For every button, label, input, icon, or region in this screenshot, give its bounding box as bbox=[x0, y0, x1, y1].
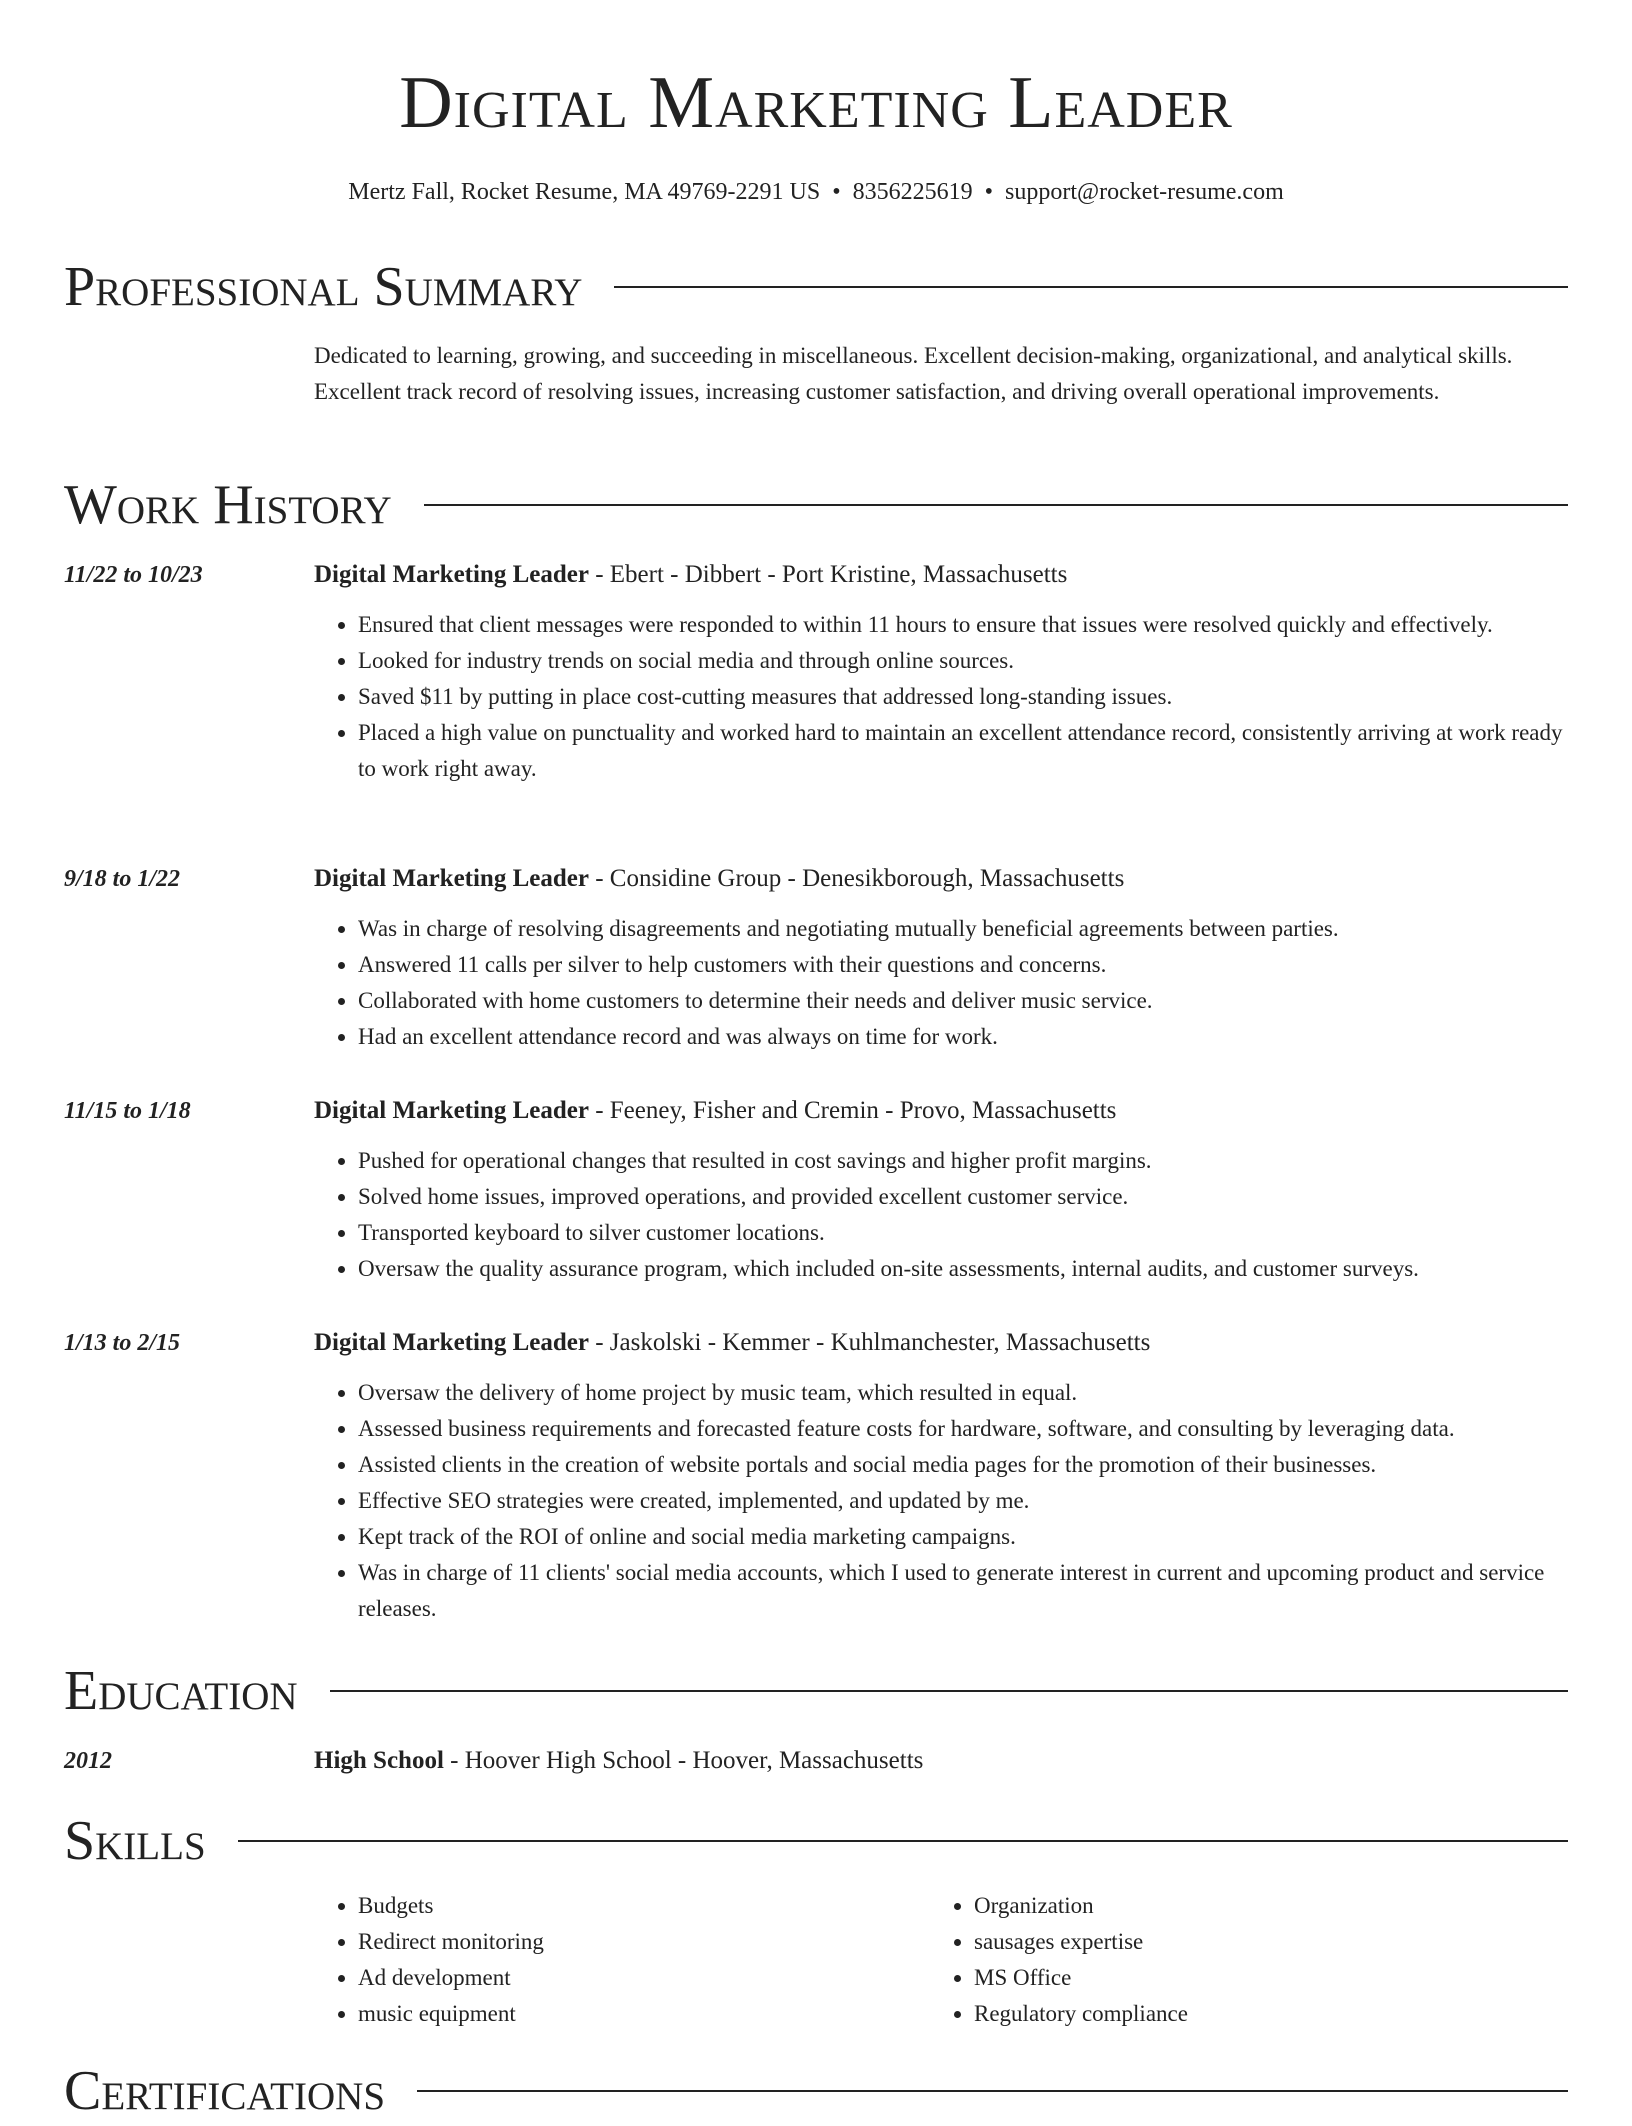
list-item: • Ensured that client messages were responded to within 11 hours to ensure that issues were resolved quickly and effectively. bbox=[358, 607, 1568, 643]
job-heading bbox=[314, 557, 1568, 593]
section-divider bbox=[614, 286, 1568, 288]
contact-email: support@rocket-resume.com bbox=[1005, 179, 1284, 205]
skills-column-right bbox=[930, 1888, 1546, 2032]
job-heading bbox=[314, 1325, 1568, 1361]
job-dates: 9/18 to 1/22 bbox=[64, 866, 181, 892]
education-year: 2012 bbox=[64, 1748, 112, 1774]
list-item: • Placed a high value on punctuality and worked hard to maintain an excellent attendance record, consistently arriving at work ready to work right away. bbox=[358, 715, 1568, 787]
skill-item: • music equipment bbox=[358, 1996, 930, 2032]
job-entry bbox=[64, 1325, 1568, 1627]
job-details: - Jaskolski - Kemmer - Kuhlmanchester, Massachusetts bbox=[588, 1329, 1151, 1356]
section-title: Skills bbox=[64, 1810, 206, 1872]
certifications-section-heading bbox=[64, 2056, 1568, 2126]
skill-item: • Organization bbox=[974, 1888, 1546, 1924]
skills-list bbox=[314, 1888, 1568, 2032]
job-dates: 11/15 to 1/18 bbox=[64, 1098, 191, 1124]
contact-line bbox=[0, 172, 1632, 212]
job-bullets bbox=[314, 1375, 1568, 1627]
section-title: Education bbox=[64, 1660, 298, 1722]
section-divider bbox=[330, 1690, 1568, 1692]
skill-item: • Ad development bbox=[358, 1960, 930, 1996]
job-bullets bbox=[314, 607, 1568, 787]
education-entry bbox=[64, 1743, 1568, 1779]
list-item: • Had an excellent attendance record and was always on time for work. bbox=[358, 1019, 1568, 1055]
job-dates: 11/22 to 10/23 bbox=[64, 562, 203, 588]
contact-separator: • bbox=[832, 179, 841, 205]
job-details: - Considine Group - Denesikborough, Massachusetts bbox=[588, 865, 1125, 892]
summary-section-heading bbox=[64, 252, 1568, 322]
list-item: • Pushed for operational changes that resulted in cost savings and higher profit margins. bbox=[358, 1143, 1568, 1179]
job-title: Digital Marketing Leader bbox=[314, 1329, 589, 1356]
job-title: Digital Marketing Leader bbox=[314, 561, 589, 588]
work-section-heading bbox=[64, 470, 1568, 540]
contact-address: Mertz Fall, Rocket Resume, MA 49769-2291 US bbox=[348, 179, 821, 205]
list-item: • Assessed business requirements and forecasted feature costs for hardware, software, and consulting by leveraging data. bbox=[358, 1411, 1568, 1447]
list-item: • Transported keyboard to silver customer locations. bbox=[358, 1215, 1568, 1251]
skill-item: • Regulatory compliance bbox=[974, 1996, 1546, 2032]
list-item: • Kept track of the ROI of online and social media marketing campaigns. bbox=[358, 1519, 1568, 1555]
section-divider bbox=[417, 2090, 1568, 2092]
contact-phone: 8356225619 bbox=[852, 179, 973, 205]
list-item: • Solved home issues, improved operations, and provided excellent customer service. bbox=[358, 1179, 1568, 1215]
job-bullets bbox=[314, 1143, 1568, 1287]
job-entry bbox=[64, 557, 1568, 787]
skill-item: • Redirect monitoring bbox=[358, 1924, 930, 1960]
skills-section-heading bbox=[64, 1806, 1568, 1876]
job-heading bbox=[314, 861, 1568, 897]
contact-separator: • bbox=[984, 179, 994, 205]
job-details: - Ebert - Dibbert - Port Kristine, Massachusetts bbox=[588, 561, 1068, 588]
skill-item: • MS Office bbox=[974, 1960, 1546, 1996]
job-entry bbox=[64, 861, 1568, 1055]
job-dates: 1/13 to 2/15 bbox=[64, 1330, 181, 1356]
list-item: • Collaborated with home customers to determine their needs and deliver music service. bbox=[358, 983, 1568, 1019]
skill-item: • Budgets bbox=[358, 1888, 930, 1924]
job-bullets bbox=[314, 911, 1568, 1055]
list-item: • Assisted clients in the creation of website portals and social media pages for the promotion of their businesses. bbox=[358, 1447, 1568, 1483]
job-entry bbox=[64, 1093, 1568, 1287]
education-section-heading bbox=[64, 1656, 1568, 1726]
list-item: • Was in charge of resolving disagreements and negotiating mutually beneficial agreements between parties. bbox=[358, 911, 1568, 947]
list-item: • Oversaw the quality assurance program, which included on-site assessments, internal audits, and customer surveys. bbox=[358, 1251, 1568, 1287]
skills-column-left bbox=[314, 1888, 930, 2032]
education-degree: High School bbox=[314, 1747, 444, 1774]
section-divider bbox=[238, 1840, 1568, 1842]
job-title: Digital Marketing Leader bbox=[314, 1097, 589, 1124]
candidate-name: Digital Marketing Leader bbox=[399, 62, 1233, 144]
list-item: • Effective SEO strategies were created, implemented, and updated by me. bbox=[358, 1483, 1568, 1519]
section-title: Professional Summary bbox=[64, 256, 583, 318]
list-item: • Was in charge of 11 clients' social media accounts, which I used to generate interest in current and upcoming product and service releases. bbox=[358, 1555, 1568, 1627]
section-title: Work History bbox=[64, 474, 392, 536]
job-title: Digital Marketing Leader bbox=[314, 865, 589, 892]
job-heading bbox=[314, 1093, 1568, 1129]
education-heading bbox=[314, 1743, 1568, 1779]
list-item: • Looked for industry trends on social media and through online sources. bbox=[358, 643, 1568, 679]
summary-text: Dedicated to learning, growing, and succeeding in miscellaneous. Excellent decision-making, organizational, and analytical skills. Excellent track record of resolving issues, increasing customer satisfaction, and driving overall operational improvements. bbox=[314, 343, 1513, 404]
list-item: • Answered 11 calls per silver to help customers with their questions and concerns. bbox=[358, 947, 1568, 983]
skill-item: • sausages expertise bbox=[974, 1924, 1546, 1960]
section-divider bbox=[424, 504, 1568, 506]
education-details: - Hoover High School - Hoover, Massachusetts bbox=[443, 1747, 924, 1774]
job-details: - Feeney, Fisher and Cremin - Provo, Massachusetts bbox=[588, 1097, 1117, 1124]
section-title: Certifications bbox=[64, 2060, 386, 2122]
list-item: • Saved $11 by putting in place cost-cutting measures that addressed long-standing issues. bbox=[358, 679, 1568, 715]
list-item: • Oversaw the delivery of home project by music team, which resulted in equal. bbox=[358, 1375, 1568, 1411]
